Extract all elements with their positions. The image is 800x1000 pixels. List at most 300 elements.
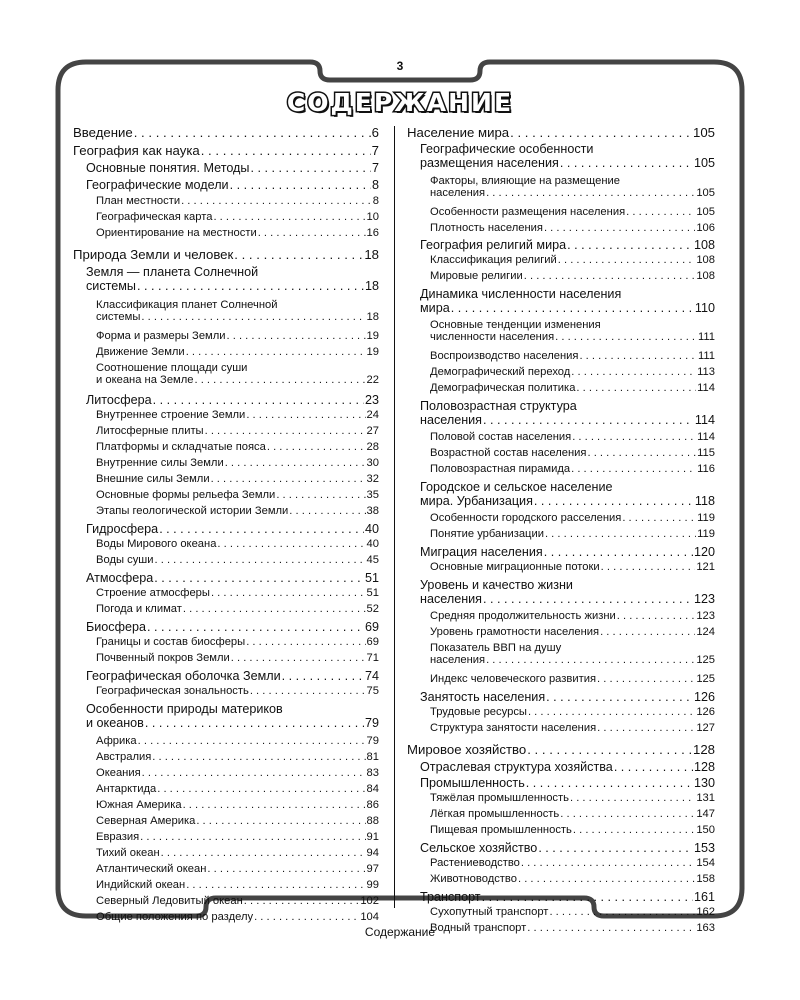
toc-entry-title: населения — [430, 187, 486, 199]
toc-entry-page: 71 — [366, 652, 379, 664]
dot-leader — [622, 512, 696, 524]
toc-entry-title: Северная Америка — [96, 815, 196, 827]
dot-leader — [244, 895, 360, 907]
toc-entry-page: 128 — [692, 742, 715, 757]
toc-entry-page: 105 — [692, 125, 715, 140]
toc-entry[interactable] — [73, 247, 379, 265]
dot-leader — [186, 879, 365, 891]
toc-entry[interactable] — [407, 528, 715, 545]
toc-entry[interactable] — [73, 409, 379, 425]
toc-entry-title: Половозрастная пирамида — [430, 463, 571, 475]
toc-entry[interactable] — [73, 751, 379, 767]
column-divider — [394, 126, 395, 908]
toc-entry-page: 126 — [696, 706, 715, 718]
toc-entry-title: Общие положения по разделу — [96, 911, 254, 923]
toc-entry[interactable] — [407, 610, 715, 626]
dot-leader — [571, 366, 696, 378]
toc-entry-title: Особенности городского расселения — [430, 512, 622, 524]
dot-leader — [157, 783, 365, 795]
toc-entry-page: 27 — [366, 425, 379, 437]
toc-entry-title: населения — [420, 413, 483, 427]
dot-leader — [486, 187, 695, 199]
toc-entry[interactable] — [407, 206, 715, 222]
toc-entry[interactable] — [407, 873, 715, 890]
dot-leader — [234, 247, 363, 262]
toc-entry-title: Демографическая политика — [430, 382, 576, 394]
page-number: 3 — [396, 59, 404, 73]
toc-entry[interactable] — [73, 227, 379, 247]
toc-entry[interactable] — [407, 222, 715, 238]
toc-entry[interactable] — [73, 346, 379, 362]
toc-entry-title: Структура занятости населения — [430, 722, 597, 734]
toc-entry[interactable] — [407, 857, 715, 873]
toc-entry[interactable] — [407, 431, 715, 447]
toc-entry[interactable] — [407, 578, 715, 610]
toc-entry[interactable] — [73, 571, 379, 587]
toc-entry-page: 94 — [366, 847, 379, 859]
toc-entry-page: 131 — [696, 792, 715, 804]
dot-leader — [617, 610, 696, 622]
toc-entry-page: 126 — [693, 690, 715, 704]
dot-leader — [521, 857, 695, 869]
toc-entry-title: Мировое хозяйство — [407, 742, 527, 757]
toc-entry-title-line: Основные тенденции изменения — [430, 319, 601, 331]
toc-entry-title: Индекс человеческого развития — [430, 673, 597, 685]
dot-leader — [250, 685, 366, 697]
toc-right-column — [407, 125, 715, 938]
toc-entry[interactable] — [73, 161, 379, 178]
toc-entry-page: 110 — [694, 301, 715, 315]
dot-leader — [483, 413, 694, 427]
toc-entry-title: Этапы геологической истории Земли — [96, 505, 289, 517]
toc-entry[interactable] — [407, 673, 715, 690]
toc-entry-page: 28 — [366, 441, 379, 453]
dot-leader — [544, 222, 695, 234]
toc-entry-title-line: Половозрастная структура — [420, 399, 577, 413]
dot-leader — [560, 808, 695, 820]
dot-leader — [558, 254, 696, 266]
toc-entry-title: Понятие урбанизации — [430, 528, 544, 540]
toc-entry[interactable] — [73, 473, 379, 489]
toc-entry-page: 115 — [697, 447, 715, 459]
dot-leader — [231, 652, 366, 664]
toc-entry[interactable] — [73, 702, 379, 735]
toc-entry-page: 10 — [366, 211, 379, 223]
dot-leader — [155, 554, 366, 566]
toc-entry[interactable] — [407, 463, 715, 480]
toc-entry[interactable] — [73, 362, 379, 393]
toc-entry-title: Пищевая промышленность — [430, 824, 572, 836]
dot-leader — [600, 626, 695, 638]
toc-entry-page: 153 — [693, 841, 715, 855]
dot-leader — [527, 742, 692, 757]
dot-leader — [161, 847, 366, 859]
dot-leader — [601, 561, 696, 573]
toc-entry-page: 8 — [372, 195, 379, 207]
toc-entry-page: 84 — [366, 783, 379, 795]
toc-entry-page: 16 — [366, 227, 379, 239]
toc-entry[interactable] — [407, 906, 715, 922]
toc-entry[interactable] — [73, 143, 379, 161]
toc-entry-title-line: Уровень и качество жизни — [420, 578, 573, 592]
toc-entry[interactable] — [407, 142, 715, 175]
dot-leader — [181, 195, 372, 207]
toc-entry-title: Почвенный покров Земли — [96, 652, 230, 664]
toc-entry-title: Тихий океан — [96, 847, 160, 859]
toc-entry-page: 104 — [360, 911, 379, 923]
toc-entry[interactable] — [73, 831, 379, 847]
toc-entry[interactable] — [73, 895, 379, 911]
dot-leader — [267, 441, 366, 453]
toc-entry-page: 119 — [697, 512, 715, 524]
toc-entry-title: Половой состав населения — [430, 431, 572, 443]
dot-leader — [196, 815, 365, 827]
toc-entry-page: 163 — [696, 922, 715, 934]
toc-entry-title: Введение — [73, 125, 133, 140]
toc-entry-page: 113 — [697, 366, 715, 378]
toc-entry-page: 8 — [371, 178, 379, 192]
toc-entry-page: 119 — [697, 528, 715, 540]
toc-entry-title: Растениеводство — [430, 857, 520, 869]
toc-entry[interactable] — [73, 847, 379, 863]
toc-entry-page: 75 — [366, 685, 379, 697]
dot-leader — [579, 350, 697, 362]
toc-entry[interactable] — [407, 561, 715, 578]
toc-entry-title: системы — [86, 279, 136, 293]
toc-entry[interactable] — [73, 125, 379, 143]
toc-entry[interactable] — [73, 815, 379, 831]
dot-leader — [486, 654, 695, 666]
toc-entry-page: 32 — [366, 473, 379, 485]
toc-entry-title: Животноводство — [430, 873, 517, 885]
dot-leader — [626, 206, 695, 218]
toc-entry-title: Особенности размещения населения — [430, 206, 626, 218]
dot-leader — [213, 211, 365, 223]
dot-leader — [152, 751, 365, 763]
toc-entry-page: 35 — [366, 489, 379, 501]
toc-entry-title-line: Классификация планет Солнечной — [96, 299, 278, 311]
toc-entry-title: Воды суши — [96, 554, 154, 566]
toc-entry-page: 30 — [366, 457, 379, 469]
toc-entry-title: размещения населения — [420, 156, 559, 170]
toc-entry[interactable] — [73, 457, 379, 473]
toc-entry-title: мира. Урбанизация — [420, 494, 533, 508]
toc-entry[interactable] — [407, 706, 715, 722]
toc-entry-page: 111 — [697, 331, 715, 343]
toc-entry-title-line: Факторы, влияющие на размещение — [430, 175, 620, 187]
toc-entry-title: Африка — [96, 735, 137, 747]
toc-entry-title: Платформы и складчатые пояса — [96, 441, 266, 453]
toc-entry[interactable] — [407, 175, 715, 206]
toc-entry-title: численности населения — [430, 331, 555, 343]
dot-leader — [576, 382, 696, 394]
toc-entry-title: Возрастной состав населения — [430, 447, 587, 459]
toc-entry[interactable] — [407, 642, 715, 673]
toc-entry-title: Литосферные плиты — [96, 425, 204, 437]
toc-entry[interactable] — [407, 238, 715, 254]
toc-entry-title: Антарктида — [96, 783, 157, 795]
dot-leader — [588, 447, 697, 459]
toc-entry-page: 7 — [371, 143, 379, 158]
toc-entry[interactable] — [73, 863, 379, 879]
dot-leader — [544, 545, 693, 559]
dot-leader — [510, 125, 692, 140]
toc-entry[interactable] — [407, 690, 715, 706]
toc-entry[interactable] — [407, 841, 715, 857]
toc-entry-title: Трудовые ресурсы — [430, 706, 527, 718]
toc-entry-page: 19 — [366, 330, 379, 342]
dot-leader — [526, 776, 693, 790]
toc-entry-page: 18 — [364, 279, 379, 293]
toc-entry-page: 45 — [366, 554, 379, 566]
toc-entry[interactable] — [73, 299, 379, 330]
toc-entry-title: населения — [430, 654, 486, 666]
dot-leader — [141, 311, 365, 323]
toc-entry-title: населения — [420, 592, 483, 606]
toc-entry[interactable] — [407, 125, 715, 142]
dot-leader — [289, 505, 365, 517]
dot-leader — [183, 799, 366, 811]
dot-leader — [246, 409, 365, 421]
dot-leader — [451, 301, 694, 315]
toc-entry-page: 105 — [696, 187, 715, 199]
toc-entry-page: 79 — [364, 716, 379, 730]
toc-entry-title: и океанов — [86, 716, 144, 730]
toc-entry[interactable] — [407, 545, 715, 561]
toc-entry[interactable] — [407, 824, 715, 841]
toc-entry-page: 102 — [360, 895, 379, 907]
toc-entry[interactable] — [73, 425, 379, 441]
toc-entry[interactable] — [407, 808, 715, 824]
dot-leader — [254, 911, 359, 923]
toc-entry-title: Индийский океан — [96, 879, 186, 891]
toc-entry-title: Уровень грамотности населения — [430, 626, 600, 638]
toc-entry-page: 40 — [366, 538, 379, 550]
dot-leader — [276, 489, 365, 501]
toc-entry[interactable] — [407, 722, 715, 742]
dot-leader — [560, 156, 693, 170]
toc-entry-title-line: Особенности природы материков — [86, 702, 283, 716]
toc-entry[interactable] — [73, 522, 379, 538]
toc-entry[interactable] — [73, 538, 379, 554]
toc-entry-page: 130 — [693, 776, 715, 790]
dot-leader — [614, 760, 693, 774]
toc-entry-title: Основные формы рельефа Земли — [96, 489, 276, 501]
toc-entry-title: Транспорт — [420, 890, 481, 904]
toc-entry-page: 51 — [364, 571, 379, 585]
toc-entry-page: 158 — [696, 873, 715, 885]
toc-entry[interactable] — [73, 735, 379, 751]
toc-entry-title: Биосфера — [86, 620, 146, 634]
toc-entry[interactable] — [407, 626, 715, 642]
toc-entry-page: 105 — [696, 206, 715, 218]
toc-entry-title: Ориентирование на местности — [96, 227, 257, 239]
toc-entry-page: 106 — [696, 222, 715, 234]
toc-entry-page: 128 — [693, 760, 715, 774]
toc-entry-page: 81 — [366, 751, 379, 763]
dot-leader — [211, 473, 366, 485]
toc-entry[interactable] — [73, 265, 379, 299]
toc-entry-title: Географическая карта — [96, 211, 213, 223]
dot-leader — [137, 279, 364, 293]
toc-entry-title: Воды Мирового океана — [96, 538, 217, 550]
toc-entry-title-line: Соотношение площади суши — [96, 362, 248, 374]
toc-entry[interactable] — [73, 603, 379, 620]
toc-entry[interactable] — [407, 447, 715, 463]
toc-entry-page: 7 — [371, 161, 379, 175]
toc-entry-title: Южная Америка — [96, 799, 182, 811]
toc-entry-page: 6 — [371, 125, 379, 140]
toc-entry-title: Литосфера — [86, 393, 152, 407]
toc-entry-title: и океана на Земле — [96, 374, 194, 386]
dot-leader — [546, 690, 693, 704]
toc-entry[interactable] — [73, 587, 379, 603]
toc-entry-title: Океания — [96, 767, 141, 779]
toc-entry[interactable] — [73, 211, 379, 227]
toc-entry[interactable] — [73, 636, 379, 652]
toc-entry-page: 52 — [366, 603, 379, 615]
toc-entry[interactable] — [73, 441, 379, 457]
toc-entry-title-line: Динамика численности населения — [420, 287, 622, 301]
toc-entry[interactable] — [73, 669, 379, 685]
dot-leader — [140, 831, 365, 843]
toc-entry-page: 105 — [693, 156, 715, 170]
dot-leader — [186, 346, 366, 358]
toc-entry-title: Средняя продолжительность жизни — [430, 610, 616, 622]
dot-leader — [205, 425, 366, 437]
dot-leader — [230, 178, 371, 192]
dot-leader — [555, 331, 697, 343]
toc-entry-title: Погода и климат — [96, 603, 182, 615]
toc-entry-page: 18 — [366, 311, 379, 323]
toc-entry[interactable] — [407, 350, 715, 366]
toc-entry-page: 86 — [366, 799, 379, 811]
toc-entry[interactable] — [73, 195, 379, 211]
dot-leader — [597, 673, 695, 685]
toc-entry-page: 108 — [696, 254, 715, 266]
toc-entry[interactable] — [407, 382, 715, 399]
toc-entry-page: 38 — [366, 505, 379, 517]
toc-entry-title: Строение атмосферы — [96, 587, 210, 599]
toc-entry[interactable] — [73, 489, 379, 505]
toc-entry[interactable] — [407, 270, 715, 287]
dot-leader — [159, 522, 364, 536]
toc-entry[interactable] — [73, 178, 379, 195]
toc-entry-title: Население мира — [407, 125, 510, 140]
toc-entry-title: Географическая зональность — [96, 685, 249, 697]
toc-entry[interactable] — [407, 366, 715, 382]
dot-leader — [147, 620, 364, 634]
toc-entry-title: План местности — [96, 195, 181, 207]
toc-entry[interactable] — [407, 512, 715, 528]
dot-leader — [153, 393, 364, 407]
dot-leader — [538, 841, 693, 855]
toc-entry[interactable] — [407, 742, 715, 760]
toc-entry[interactable] — [407, 890, 715, 906]
toc-entry-title: Гидросфера — [86, 522, 159, 536]
toc-entry-title: Внутреннее строение Земли — [96, 409, 246, 421]
toc-entry[interactable] — [407, 480, 715, 512]
toc-entry[interactable] — [73, 652, 379, 669]
dot-leader — [183, 603, 366, 615]
toc-entry[interactable] — [73, 783, 379, 799]
toc-entry-page: 19 — [366, 346, 379, 358]
dot-leader — [572, 431, 696, 443]
toc-entry-title: Географические модели — [86, 178, 229, 192]
toc-entry-title: Водный транспорт — [430, 922, 527, 934]
toc-entry[interactable] — [73, 393, 379, 409]
toc-entry-page: 123 — [696, 610, 715, 622]
dot-leader — [528, 706, 695, 718]
toc-entry[interactable] — [73, 620, 379, 636]
dot-leader — [201, 143, 371, 158]
toc-entry-page: 79 — [366, 735, 379, 747]
toc-entry-title: мира — [420, 301, 450, 315]
toc-entry-title: География религий мира — [420, 238, 567, 252]
toc-entry-title-line: Земля — планета Солнечной — [86, 265, 259, 279]
toc-entry-page: 120 — [693, 545, 715, 559]
toc-entry-title: Занятость населения — [420, 690, 546, 704]
toc-entry[interactable] — [73, 767, 379, 783]
toc-entry-page: 108 — [693, 238, 715, 252]
dot-leader — [258, 227, 366, 239]
toc-left-column — [73, 125, 379, 927]
toc-entry-page: 18 — [364, 247, 379, 262]
toc-entry-title: Тяжёлая промышленность — [430, 792, 569, 804]
toc-entry-page: 97 — [366, 863, 379, 875]
toc-entry[interactable] — [407, 254, 715, 270]
toc-entry-page: 83 — [366, 767, 379, 779]
toc-entry-page: 162 — [696, 906, 715, 918]
toc-entry[interactable] — [73, 685, 379, 702]
toc-entry[interactable] — [73, 505, 379, 522]
toc-entry[interactable] — [407, 776, 715, 792]
dot-leader — [225, 457, 366, 469]
toc-entry-page: 99 — [366, 879, 379, 891]
dot-leader — [211, 587, 366, 599]
toc-entry[interactable] — [407, 760, 715, 776]
toc-entry-title: Миграция населения — [420, 545, 543, 559]
toc-entry[interactable] — [407, 319, 715, 350]
dot-leader — [597, 722, 695, 734]
toc-entry-title: Отраслевая структура хозяйства — [420, 760, 613, 774]
toc-entry-title: Мировые религии — [430, 270, 523, 282]
toc-entry[interactable] — [407, 792, 715, 808]
toc-entry-page: 114 — [694, 413, 715, 427]
dot-leader — [524, 270, 696, 282]
dot-leader — [573, 824, 695, 836]
toc-entry-page: 154 — [696, 857, 715, 869]
toc-entry[interactable] — [73, 554, 379, 571]
toc-entry-title: Атлантический океан — [96, 863, 207, 875]
toc-entry[interactable] — [407, 287, 715, 319]
toc-entry[interactable] — [73, 799, 379, 815]
dot-leader — [194, 374, 365, 386]
toc-entry[interactable] — [73, 879, 379, 895]
toc-entry-page: 23 — [364, 393, 379, 407]
toc-entry-page: 150 — [696, 824, 715, 836]
dot-leader — [549, 906, 695, 918]
toc-entry-title: Внутренние силы Земли — [96, 457, 224, 469]
toc-entry[interactable] — [73, 330, 379, 346]
toc-entry-page: 22 — [366, 374, 379, 386]
toc-entry-page: 121 — [696, 561, 715, 573]
toc-entry-page: 124 — [696, 626, 715, 638]
running-footer: Содержание — [364, 925, 436, 939]
toc-entry[interactable] — [407, 399, 715, 431]
dot-leader — [482, 890, 693, 904]
dot-leader — [246, 636, 365, 648]
